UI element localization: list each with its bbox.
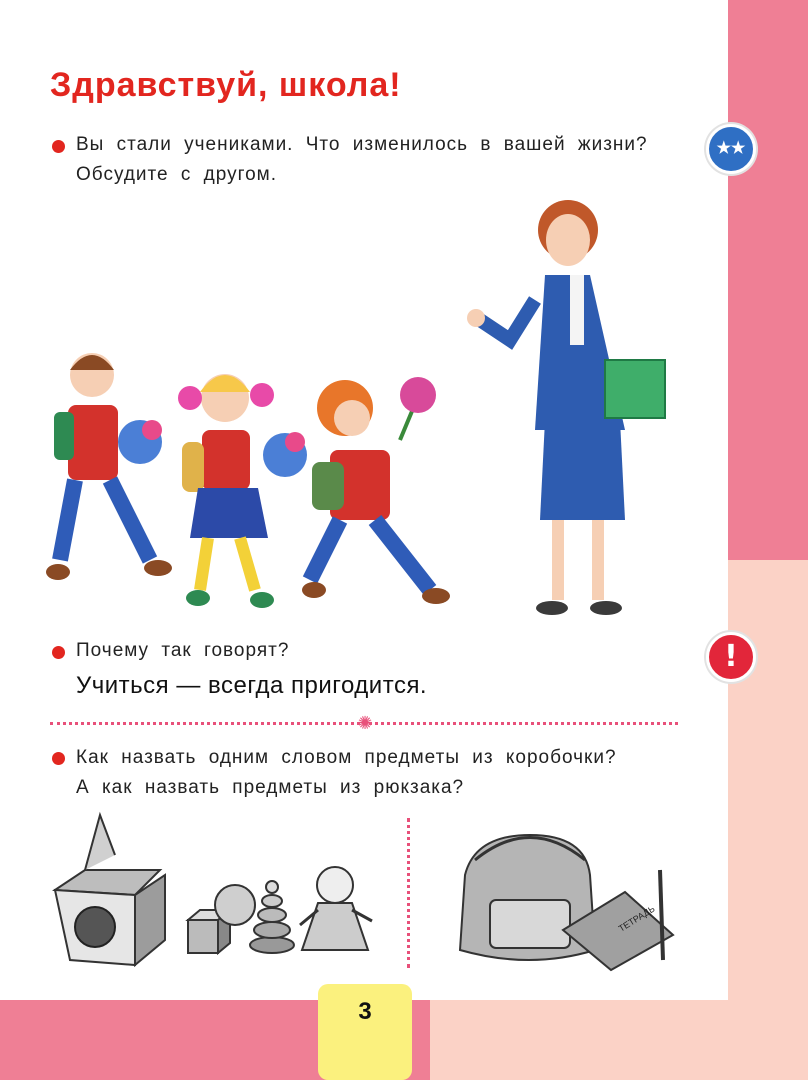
backpack-icon [460,835,595,960]
box-toys-illustration [50,815,390,965]
question-1-line-2: Обсудите с другом. [76,164,277,185]
children-teacher-illustration [40,180,700,630]
brush-icon [660,870,663,960]
page-title: Здравствуй, школа! [50,66,402,104]
girl-figure [178,374,307,608]
bullet-icon [52,752,65,765]
teacher-figure [467,200,665,615]
doll-icon [300,867,372,950]
question-2: Почему так говорят? [76,640,290,661]
page-number: 3 [318,984,412,1080]
box-icon [55,815,165,965]
question-1-line-1: Вы стали учениками. Что изменилось в вашей жизни? [76,134,648,155]
boy-figure [46,353,172,580]
backpack-items-illustration [435,830,680,970]
pyramid-toy-icon [250,881,294,953]
bullet-icon [52,646,65,659]
sun-divider-icon: ✺ [357,713,373,733]
bottom-pattern [430,1000,808,1080]
bullet-icon [52,140,65,153]
question-3-line-2: А как назвать предметы из рюкзака? [76,777,465,798]
ball-icon [215,885,255,925]
vertical-dotted-divider [407,818,410,968]
question-3-line-1: Как назвать одним словом предметы из коробочки? [76,747,617,768]
stars-badge-icon: ★★ [706,124,756,174]
notebook-label: ТЕТРАДЬ [616,903,657,934]
redhead-boy-figure [302,377,450,604]
proverb: Учиться — всегда пригодится. [76,672,428,699]
exclamation-badge-icon: ! [706,632,756,682]
